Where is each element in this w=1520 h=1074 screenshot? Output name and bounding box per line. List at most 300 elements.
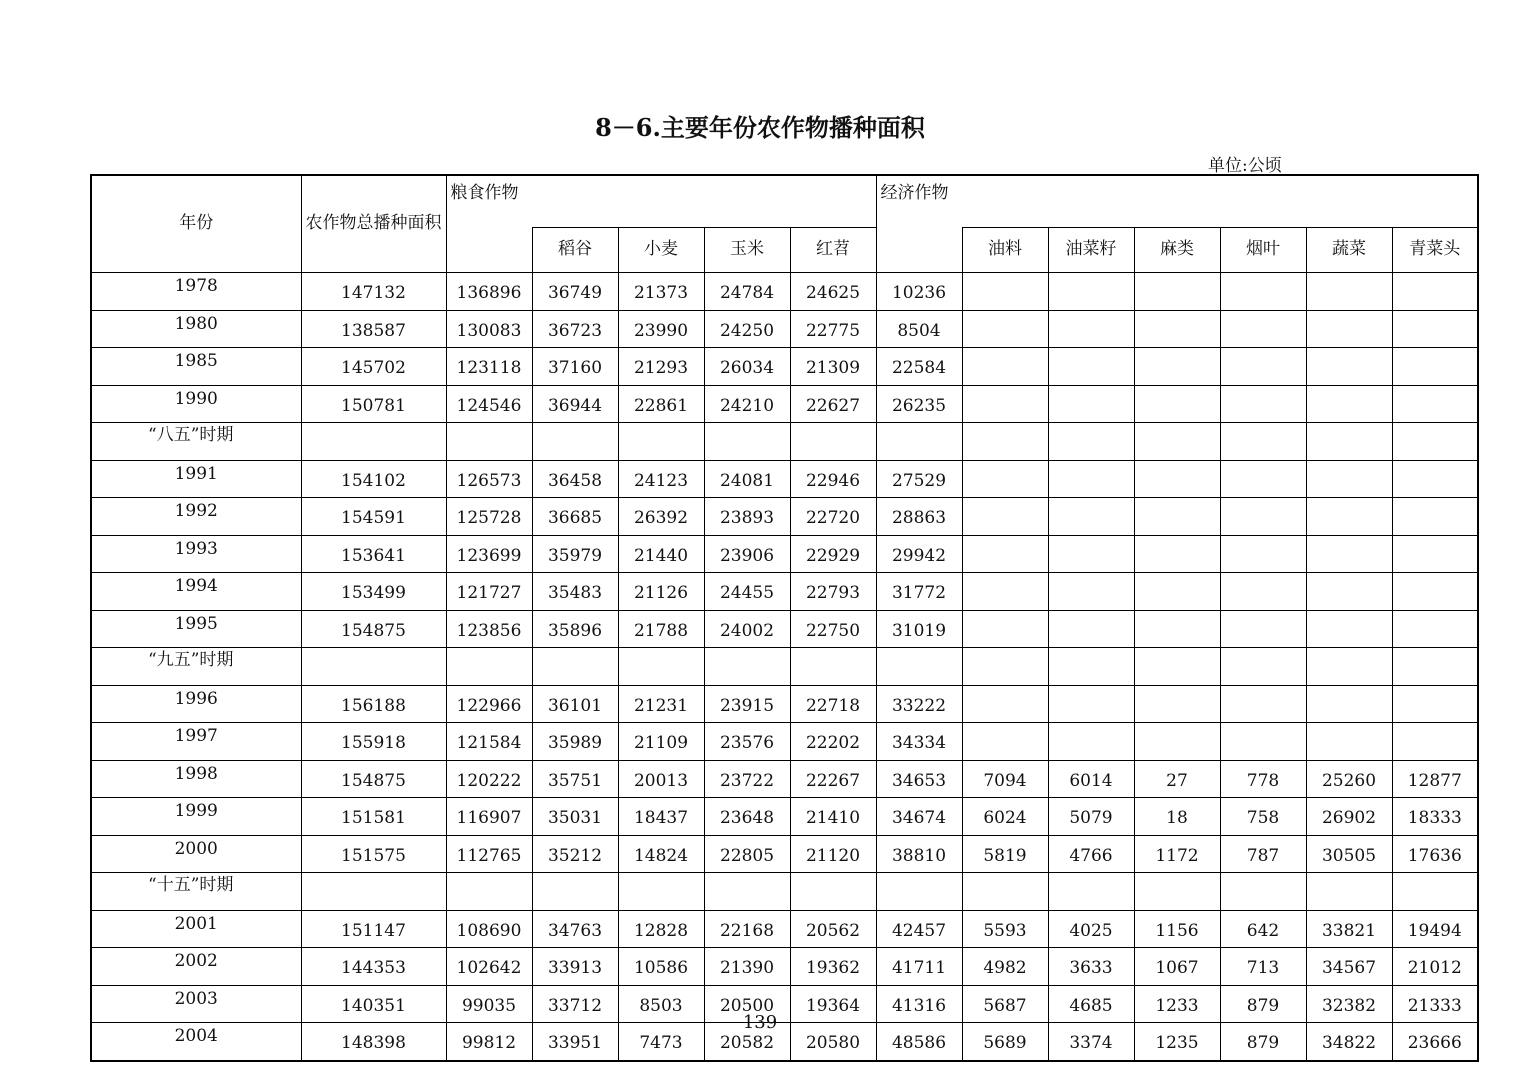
table-cell: 29942: [876, 535, 962, 573]
table-cell: [962, 610, 1048, 648]
year-cell: 1991: [91, 460, 301, 498]
table-cell: 36101: [532, 685, 618, 723]
table-cell: [1220, 273, 1306, 311]
table-cell: [1220, 648, 1306, 686]
table-cell: [446, 423, 532, 461]
year-cell: 1995: [91, 610, 301, 648]
table-cell: [876, 423, 962, 461]
table-cell: [1392, 498, 1478, 536]
table-cell: [1392, 685, 1478, 723]
table-cell: 21333: [1392, 985, 1478, 1023]
table-cell: [1220, 610, 1306, 648]
table-cell: [962, 273, 1048, 311]
table-cell: 99035: [446, 985, 532, 1023]
table-cell: 26235: [876, 385, 962, 423]
table-cell: 22168: [704, 910, 790, 948]
header-economic-label: 经济作物: [880, 183, 949, 203]
table-cell: [1306, 723, 1392, 761]
table-cell: 138587: [301, 310, 446, 348]
period-row: [91, 423, 1478, 461]
table-row: [91, 385, 1478, 423]
period-label: “八五”时期: [91, 423, 301, 461]
table-cell: [704, 873, 790, 911]
table-cell: 22584: [876, 348, 962, 386]
table-cell: 23666: [1392, 1023, 1478, 1061]
table-cell: 12828: [618, 910, 704, 948]
header-mustard: 青菜头: [1392, 228, 1478, 273]
table-row: [91, 535, 1478, 573]
table-cell: 154591: [301, 498, 446, 536]
table-cell: [1306, 348, 1392, 386]
table-cell: 642: [1220, 910, 1306, 948]
table-cell: 17636: [1392, 835, 1478, 873]
table-cell: [962, 535, 1048, 573]
header-grain: [446, 175, 876, 228]
unit-label: 单位:公顷: [1208, 156, 1282, 176]
table-cell: 151575: [301, 835, 446, 873]
table-cell: 5689: [962, 1023, 1048, 1061]
table-row: [91, 760, 1478, 798]
page-number: 139: [742, 1012, 778, 1033]
year-cell: 1978: [91, 273, 301, 311]
table-cell: 26034: [704, 348, 790, 386]
table-cell: [1392, 423, 1478, 461]
table-cell: [1134, 648, 1220, 686]
table-cell: 122966: [446, 685, 532, 723]
table-cell: 23722: [704, 760, 790, 798]
table-cell: [1134, 873, 1220, 911]
table-cell: [446, 648, 532, 686]
table-cell: 123118: [446, 348, 532, 386]
table-cell: [1220, 873, 1306, 911]
table-cell: [1134, 460, 1220, 498]
table-cell: [1134, 348, 1220, 386]
table-cell: 31772: [876, 573, 962, 611]
table-row: [91, 610, 1478, 648]
table-cell: [1392, 573, 1478, 611]
table-cell: [1048, 348, 1134, 386]
year-cell: 1996: [91, 685, 301, 723]
table-cell: 136896: [446, 273, 532, 311]
year-cell: 1999: [91, 798, 301, 836]
table-cell: [1220, 498, 1306, 536]
year-cell: 1998: [91, 760, 301, 798]
page-title: 8－6.主要年份农作物播种面积: [595, 113, 925, 142]
table-cell: 120222: [446, 760, 532, 798]
table-cell: [1048, 610, 1134, 648]
table-cell: [1392, 648, 1478, 686]
table-cell: 20580: [790, 1023, 876, 1061]
table-cell: 23990: [618, 310, 704, 348]
table-cell: [1306, 535, 1392, 573]
table-cell: 154875: [301, 760, 446, 798]
period-row: [91, 648, 1478, 686]
table-cell: [1048, 460, 1134, 498]
table-cell: 6014: [1048, 760, 1134, 798]
table-cell: [962, 648, 1048, 686]
table-cell: 21012: [1392, 948, 1478, 986]
table-cell: [962, 685, 1048, 723]
table-cell: 4685: [1048, 985, 1134, 1023]
table-cell: [532, 873, 618, 911]
table-cell: 18: [1134, 798, 1220, 836]
table-cell: 22720: [790, 498, 876, 536]
table-cell: 19362: [790, 948, 876, 986]
table-cell: 35031: [532, 798, 618, 836]
table-cell: [962, 385, 1048, 423]
table-cell: 151581: [301, 798, 446, 836]
table-cell: 4766: [1048, 835, 1134, 873]
table-cell: 12877: [1392, 760, 1478, 798]
table-cell: [618, 423, 704, 461]
table-cell: [1392, 723, 1478, 761]
year-cell: 1992: [91, 498, 301, 536]
table-cell: 23893: [704, 498, 790, 536]
table-cell: [790, 423, 876, 461]
table-cell: [962, 873, 1048, 911]
table-cell: [1134, 535, 1220, 573]
table-cell: 21126: [618, 573, 704, 611]
period-row: [91, 873, 1478, 911]
table-cell: 1067: [1134, 948, 1220, 986]
table-row: [91, 460, 1478, 498]
table-cell: 22267: [790, 760, 876, 798]
table-cell: [1306, 423, 1392, 461]
table-cell: [1134, 610, 1220, 648]
table-cell: 27529: [876, 460, 962, 498]
table-cell: 3633: [1048, 948, 1134, 986]
table-cell: [962, 460, 1048, 498]
header-vegetables: 蔬菜: [1306, 228, 1392, 273]
table-cell: 21410: [790, 798, 876, 836]
table-cell: 778: [1220, 760, 1306, 798]
table-cell: 33821: [1306, 910, 1392, 948]
table-cell: 758: [1220, 798, 1306, 836]
table-cell: 10236: [876, 273, 962, 311]
table-cell: [704, 423, 790, 461]
table-cell: 23576: [704, 723, 790, 761]
table-cell: 27: [1134, 760, 1220, 798]
table-cell: 24002: [704, 610, 790, 648]
table-cell: 24210: [704, 385, 790, 423]
table-cell: 123856: [446, 610, 532, 648]
table-cell: [1220, 573, 1306, 611]
table-row: [91, 573, 1478, 611]
table-cell: [618, 648, 704, 686]
table-cell: 33712: [532, 985, 618, 1023]
table-cell: [790, 873, 876, 911]
table-cell: [1134, 723, 1220, 761]
table-cell: 151147: [301, 910, 446, 948]
table-cell: 42457: [876, 910, 962, 948]
table-cell: 33222: [876, 685, 962, 723]
table-cell: [1048, 498, 1134, 536]
header-total: 农作物总播种面积: [301, 175, 446, 273]
table-cell: 23648: [704, 798, 790, 836]
table-row: [91, 310, 1478, 348]
table-cell: 21390: [704, 948, 790, 986]
table-cell: [1306, 385, 1392, 423]
table-cell: 153499: [301, 573, 446, 611]
table-cell: 35896: [532, 610, 618, 648]
year-cell: 1997: [91, 723, 301, 761]
table-cell: [532, 423, 618, 461]
table-cell: 35751: [532, 760, 618, 798]
table-cell: [1306, 873, 1392, 911]
table-cell: 34653: [876, 760, 962, 798]
table-cell: 18437: [618, 798, 704, 836]
table-cell: [1392, 610, 1478, 648]
table-cell: 20562: [790, 910, 876, 948]
table-cell: 154875: [301, 610, 446, 648]
table-cell: 34567: [1306, 948, 1392, 986]
table-row: [91, 798, 1478, 836]
period-label: “九五”时期: [91, 648, 301, 686]
table-cell: 154102: [301, 460, 446, 498]
table-cell: [1220, 535, 1306, 573]
table-cell: [1306, 310, 1392, 348]
table-cell: [1134, 423, 1220, 461]
table-cell: [1220, 310, 1306, 348]
table-cell: 35483: [532, 573, 618, 611]
table-cell: [1048, 685, 1134, 723]
table-cell: 34334: [876, 723, 962, 761]
table-cell: [1392, 460, 1478, 498]
table-cell: 34763: [532, 910, 618, 948]
table-cell: [1048, 535, 1134, 573]
table-cell: [1134, 385, 1220, 423]
table-cell: 121584: [446, 723, 532, 761]
table-cell: [1306, 610, 1392, 648]
table-cell: 3374: [1048, 1023, 1134, 1061]
table-cell: 23915: [704, 685, 790, 723]
header-grain-label: 粮食作物: [450, 183, 519, 203]
table-cell: 32382: [1306, 985, 1392, 1023]
table-cell: [532, 648, 618, 686]
header-year: 年份: [91, 175, 301, 273]
table-cell: 24081: [704, 460, 790, 498]
table-cell: [876, 873, 962, 911]
table-cell: 21440: [618, 535, 704, 573]
table-cell: 21231: [618, 685, 704, 723]
table-cell: 33951: [532, 1023, 618, 1061]
table-cell: 22946: [790, 460, 876, 498]
table-cell: 31019: [876, 610, 962, 648]
table-cell: 35212: [532, 835, 618, 873]
table-cell: 24250: [704, 310, 790, 348]
table-cell: [962, 423, 1048, 461]
table-cell: 20582: [704, 1023, 790, 1061]
table-cell: 26902: [1306, 798, 1392, 836]
table-cell: 6024: [962, 798, 1048, 836]
table-cell: 8504: [876, 310, 962, 348]
table-cell: 35989: [532, 723, 618, 761]
table-cell: [301, 423, 446, 461]
table-row: [91, 498, 1478, 536]
table-cell: [1048, 385, 1134, 423]
table-cell: [962, 498, 1048, 536]
table-row: [91, 835, 1478, 873]
year-cell: 2000: [91, 835, 301, 873]
table-cell: [1220, 685, 1306, 723]
table-cell: 116907: [446, 798, 532, 836]
table-cell: 150781: [301, 385, 446, 423]
year-cell: 2001: [91, 910, 301, 948]
table-cell: [301, 873, 446, 911]
table-cell: [962, 573, 1048, 611]
header-rapeseed: 油菜籽: [1048, 228, 1134, 273]
table-cell: 22775: [790, 310, 876, 348]
table-cell: 1156: [1134, 910, 1220, 948]
table-cell: [1306, 573, 1392, 611]
table-cell: [1134, 273, 1220, 311]
table-cell: [1392, 535, 1478, 573]
table-cell: 36723: [532, 310, 618, 348]
table-cell: [962, 310, 1048, 348]
table-cell: 22627: [790, 385, 876, 423]
table-cell: [1048, 723, 1134, 761]
table-cell: 130083: [446, 310, 532, 348]
table-cell: 108690: [446, 910, 532, 948]
year-cell: 1985: [91, 348, 301, 386]
header-tobacco: 烟叶: [1220, 228, 1306, 273]
table-cell: 4982: [962, 948, 1048, 986]
header-grain-spacer: [446, 228, 532, 273]
table-cell: [1048, 423, 1134, 461]
table-cell: 879: [1220, 1023, 1306, 1061]
header-corn: 玉米: [704, 228, 790, 273]
table-cell: 18333: [1392, 798, 1478, 836]
table-row: [91, 348, 1478, 386]
table-cell: 22929: [790, 535, 876, 573]
year-cell: 2002: [91, 948, 301, 986]
table-cell: 38810: [876, 835, 962, 873]
table-cell: 36944: [532, 385, 618, 423]
table-cell: [1134, 498, 1220, 536]
table-cell: [1048, 573, 1134, 611]
table-cell: 20013: [618, 760, 704, 798]
header-sweet-potato: 红苕: [790, 228, 876, 273]
table-cell: 22750: [790, 610, 876, 648]
table-cell: [1392, 385, 1478, 423]
table-cell: 22793: [790, 573, 876, 611]
table-cell: 145702: [301, 348, 446, 386]
table-cell: 1233: [1134, 985, 1220, 1023]
header-wheat: 小麦: [618, 228, 704, 273]
table-cell: [1392, 348, 1478, 386]
table-cell: [1306, 498, 1392, 536]
table-cell: 22805: [704, 835, 790, 873]
table-cell: 1235: [1134, 1023, 1220, 1061]
table-cell: 1172: [1134, 835, 1220, 873]
table-cell: 126573: [446, 460, 532, 498]
table-cell: 36685: [532, 498, 618, 536]
table-cell: 35979: [532, 535, 618, 573]
table-cell: 23906: [704, 535, 790, 573]
table-cell: [790, 648, 876, 686]
table-cell: 5079: [1048, 798, 1134, 836]
table-cell: [1134, 573, 1220, 611]
table-cell: 22202: [790, 723, 876, 761]
table-cell: 36458: [532, 460, 618, 498]
table-cell: [876, 648, 962, 686]
table-cell: 99812: [446, 1023, 532, 1061]
table-cell: 20500: [704, 985, 790, 1023]
year-cell: 1994: [91, 573, 301, 611]
year-cell: 2003: [91, 985, 301, 1023]
table-cell: [1306, 648, 1392, 686]
table-cell: 41316: [876, 985, 962, 1023]
table-body: [91, 273, 1478, 1061]
table-cell: [1220, 723, 1306, 761]
table-cell: 112765: [446, 835, 532, 873]
table-cell: 5593: [962, 910, 1048, 948]
table-row: [91, 685, 1478, 723]
table-cell: [1392, 310, 1478, 348]
table-cell: 153641: [301, 535, 446, 573]
table-cell: [1392, 873, 1478, 911]
table-cell: [618, 873, 704, 911]
header-hemp: 麻类: [1134, 228, 1220, 273]
header-economic: [876, 175, 1478, 228]
year-cell: 2004: [91, 1023, 301, 1061]
table-cell: 21109: [618, 723, 704, 761]
table-cell: 28863: [876, 498, 962, 536]
table-cell: 14824: [618, 835, 704, 873]
table-cell: [1306, 460, 1392, 498]
table-cell: 123699: [446, 535, 532, 573]
year-cell: 1980: [91, 310, 301, 348]
table-cell: 19364: [790, 985, 876, 1023]
table-cell: [1048, 873, 1134, 911]
table-cell: 33913: [532, 948, 618, 986]
table-cell: [1220, 460, 1306, 498]
year-cell: 1990: [91, 385, 301, 423]
table-cell: 25260: [1306, 760, 1392, 798]
table-cell: 787: [1220, 835, 1306, 873]
table-cell: [1220, 348, 1306, 386]
table-cell: 19494: [1392, 910, 1478, 948]
table-cell: 36749: [532, 273, 618, 311]
table-cell: 155918: [301, 723, 446, 761]
table-cell: 7094: [962, 760, 1048, 798]
table-cell: 37160: [532, 348, 618, 386]
table-cell: 7473: [618, 1023, 704, 1061]
table-cell: [1220, 423, 1306, 461]
table-cell: [1134, 685, 1220, 723]
header-oil: 油料: [962, 228, 1048, 273]
table-cell: 21309: [790, 348, 876, 386]
table-cell: [1048, 273, 1134, 311]
table-row: [91, 723, 1478, 761]
table-cell: 148398: [301, 1023, 446, 1061]
table-cell: 140351: [301, 985, 446, 1023]
table-cell: 34674: [876, 798, 962, 836]
table-row: [91, 948, 1478, 986]
table-cell: [962, 723, 1048, 761]
table-cell: 21373: [618, 273, 704, 311]
table-cell: 5687: [962, 985, 1048, 1023]
table-cell: [301, 648, 446, 686]
table-cell: 21293: [618, 348, 704, 386]
table-cell: 125728: [446, 498, 532, 536]
table-cell: 10586: [618, 948, 704, 986]
table-cell: [704, 648, 790, 686]
table-cell: [1134, 310, 1220, 348]
table-cell: 22718: [790, 685, 876, 723]
table-cell: [1306, 685, 1392, 723]
table-cell: 121727: [446, 573, 532, 611]
